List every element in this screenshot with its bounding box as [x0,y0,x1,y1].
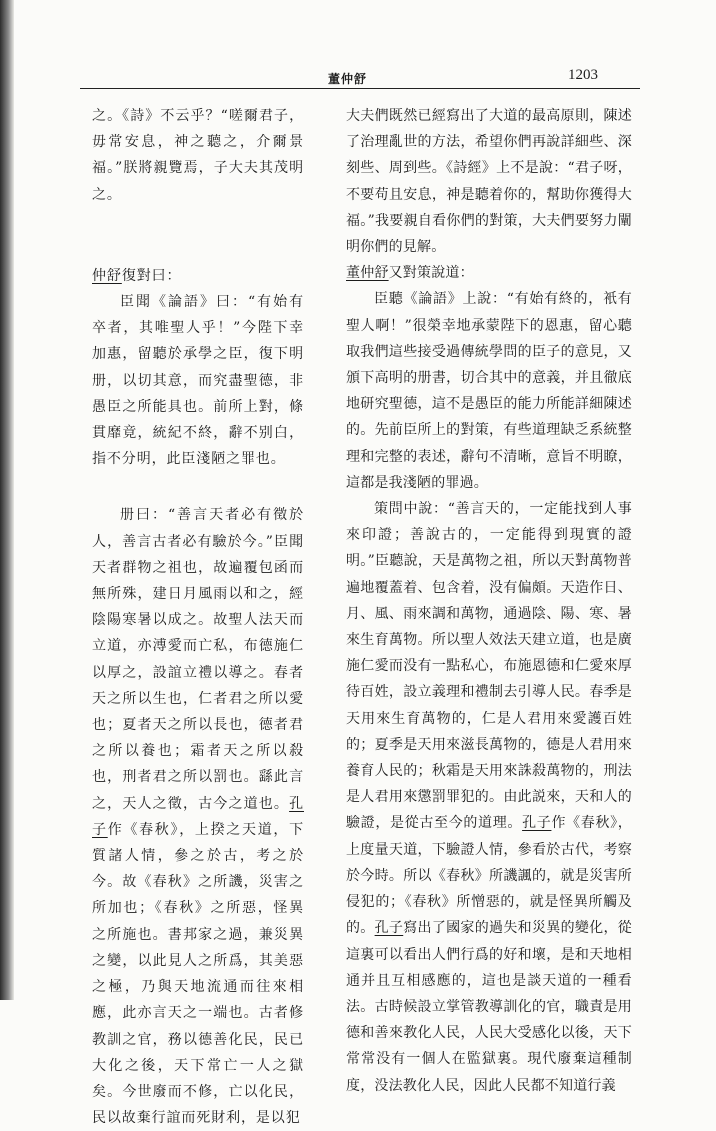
person-name: 孔子 [92,795,304,838]
translation-speaker-name: 董仲舒 [346,265,389,282]
classical-paragraph-1: 臣聞《論語》曰：“有始有卒者，其唯聖人乎！”今陛下幸加惠，留聽於承學之臣，復下明册，以切其意，而究盡聖德，非愚臣之所能具也。前所上對，條貫靡竟，統紀不終，辭不别白，指不分明，此臣淺陋之罪也。 [92,294,304,468]
translation-reply-heading [346,260,632,286]
translation-paragraph-3-part-a: 策問中說：“善言天的，一定能找到人事來印證；善說古的，一定能得到現實的證明。”臣聽說，天是萬物之祖，所以天對萬物普遍地覆蓋着、包含着，没有偏頗。天造作日、月、風、雨來調和萬物，通過陰、陽、寒、暑來生育萬物。所以聖人效法天建立道，也是廣施仁愛而没有一點私心，布施恩德和仁愛來厚待百姓，設立義理和禮制去引導人民。春季是天用來生育萬物的，仁是人君用來愛護百姓的；夏季是天用來滋長萬物的，德是人君用來養育人民的；秋霜是天用來誅殺萬物的，刑法是人君用來懲罰罪犯的。由此説來，天和人的驗證，是從古至今的道理。 [346,501,632,832]
reply-heading-text: 復對曰： [121,267,182,284]
header-rule [80,88,640,89]
translation-person-name-2: 孔子 [374,920,404,937]
translation-paragraph-3 [346,496,632,1099]
translation-paragraph-3-part-c: 寫出了國家的過失和災異的變化，從這裏可以看出人們行爲的好和壞，是和天地相通并且互相感應的，這也是談天道的一種看法。古時候設立掌管教導訓化的官，職責是用德和善來教化人民，人民大受感化以後，天下常常没有一個人在監獄裏。現代廢棄這種制度，没法教化人民，因此人民都不知道行義 [346,920,632,1094]
book-spine-shadow [0,0,14,1000]
translation-column [346,103,632,1099]
speaker-name: 仲舒 [92,267,122,284]
reply-heading [92,263,304,289]
page-number: 1203 [568,67,598,83]
classical-text-column [92,103,304,1131]
classical-paragraph-2-part-a: 册曰：“善言天者必有徵於人，善言古者必有驗於今。”臣聞天者群物之祖也，故遍覆包函而無所殊，建日月風雨以和之，經陰陽寒暑以成之。故聖人法天而立道，亦溥愛而亡私，布德施仁以厚之，設誼立禮以導之。春者天之所以生也，仁者君之所以愛也；夏者天之所以長也，德者君之所以養也；霜者天之所以殺也，刑者君之所以罰也。繇此言之，天人之徵，古今之道也。 [92,507,304,812]
translation-reply-heading-text: 又對策說道： [388,265,474,282]
translation-paragraph-3-part-b: 作《春秋》，上度量天道，下驗證人情，參看於古代，考察於今時。所以《春秋》所譏諷的，就是災害所侵犯的；《春秋》所憎惡的，就是怪異所觸及的。 [346,815,633,937]
classical-paragraph-2-part-b: 作《春秋》，上揆之天道，下質諸人情，參之於古，考之於今。故《春秋》之所譏，災害之所加也；《春秋》之所惡，怪異之所施也。書邦家之過，兼災異之變，以此見人之所爲，其美惡之極，乃與天地流通而往來相應，此亦言天之一端也。古者修教訓之官，務以德善化民，民已大化之後，天下常亡一人之獄矣。今世廢而不修，亡以化民，民以故棄行誼而死財利，是以犯 [92,821,304,1127]
translation-paragraph-1: 大夫們既然已經寫出了大道的最高原則，陳述了治理亂世的方法，希望你們再說詳細些、深刻些、周到些。《詩經》上不是說：“君子呀，不要苟且安息，神是聽着你的，幫助你獲得大福。”我要親自看你們的對策，大夫們要努力闡明你們的見解。 [346,108,632,256]
classical-paragraph-2 [92,502,304,1131]
edict-closing-quote: 之。《詩》不云乎？“嗟爾君子，毋常安息，神之聽之，介爾景福。”朕將親覽焉，子大夫其茂明之。 [92,108,304,203]
running-title: 董仲舒 [327,72,367,86]
translation-person-name: 孔子 [522,815,552,832]
page-header [0,67,716,86]
translation-paragraph-2: 臣聽《論語》上說：“有始有終的，衹有聖人啊！”很榮幸地承蒙陛下的恩惠，留心聽取我們這些接受過傳統學問的臣子的意見，又頒下高明的册書，切合其中的意義，并且徹底地研究聖德，這不是愚臣的能力所能詳細陳述的。先前臣所上的對策，有些道理缺乏系統整理和完整的表述，辭句不清晰，意旨不明瞭，這都是我淺陋的罪過。 [346,291,632,491]
